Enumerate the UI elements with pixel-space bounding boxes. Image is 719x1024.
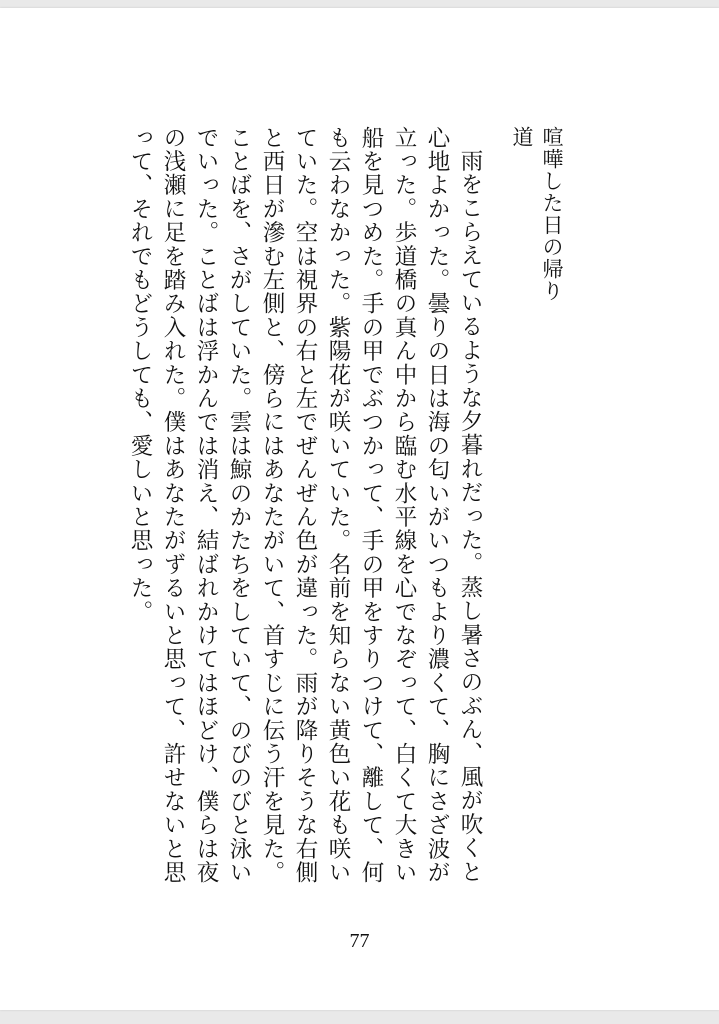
paragraph: 雨をこらえているような夕暮れだった。蒸し暑さのぶん、風が吹くと心地よかった。曇りの日は海の匂いがいつもより濃くて、胸にさざ波が立った。歩道橋の真ん中から臨む水平線を心でなぞって、白くて大きい船を見つめた。手の甲でぶつかって、手の甲をすりつけて、離して、何も云わなかった。紫陽花が咲いていた。名前を知らない黄色い花も咲いていた。空は視界の右と左でぜんぜん色が違った。雨が降りそうな右側と西日が滲む左側と、傍らにはあなたがいて、首すじに伝う汗を見た。ことばを、さがしていた。雲は鯨のかたちをしていて、のびのびと泳いでいった。ことばは浮かんでは消え、結ばれかけてはほどけ、僕らは夜の浅瀬に足を踏み入れた。僕はあなたがずるいと思って、許せないと思って、それでもどうしても、愛しいと思った。	[127, 126, 483, 885]
body-text	[127, 126, 486, 906]
book-page	[0, 8, 719, 1010]
page-number: 77	[349, 930, 370, 952]
chapter-title: 喧嘩した日の帰り道	[510, 126, 564, 302]
